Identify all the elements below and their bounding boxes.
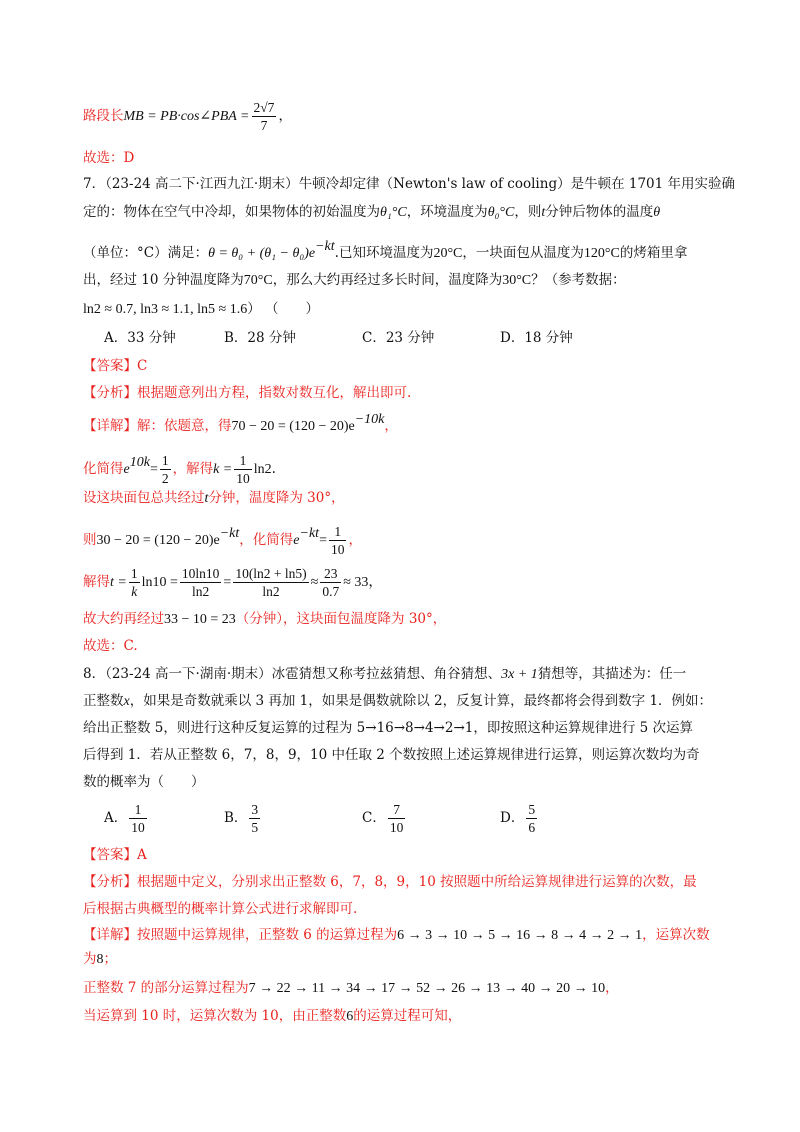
q7-text: 定的：物体在空气中冷却，如果物体的初始温度为 — [83, 204, 380, 220]
path-length-formula: MB = PB·cos∠PBA = — [123, 109, 250, 124]
q8-stem-line-5: 数的概率为（ ） — [83, 774, 205, 790]
q7-blank: ） （ ） — [247, 301, 320, 317]
set-text: 分钟，温度降为 30°， — [208, 490, 345, 506]
fraction-numerator: 7 — [388, 801, 406, 819]
newton-formula-exponent: −kt — [315, 239, 335, 254]
newton-formula: θ = θ₀ + (θ₁ − θ₀)e — [208, 246, 316, 261]
q7-text: ，环境温度为 — [406, 204, 488, 220]
q8-stem-line-2 — [83, 690, 740, 713]
fraction-one-half — [160, 452, 171, 487]
q7-simplify — [83, 443, 740, 490]
q8-detail-2 — [83, 948, 740, 971]
fraction-one-tenth — [234, 452, 252, 487]
analysis-text: 根据题意列出方程，指数对数互化，解出即可. — [137, 385, 412, 401]
simplify-math: ln2 — [253, 462, 272, 477]
detail-text: 按照题中运算规律，正整数 6 的运算过程为 — [137, 927, 398, 943]
q7-math: 30°C — [502, 273, 532, 288]
fraction-denominator: 2 — [161, 471, 169, 486]
q7-choose: 故选：C. — [83, 638, 138, 654]
then-math: e — [293, 533, 300, 548]
q8-option-b[interactable] — [224, 798, 262, 838]
ten-text: 的运算过程可知， — [353, 1008, 462, 1024]
q7-math: 120°C — [583, 246, 620, 261]
q7-math: θ₁°C — [380, 205, 407, 220]
q7-text: ，那么大约再经过多长时间，温度降为 — [272, 272, 503, 288]
solution-math: t = — [110, 575, 127, 590]
solution-math: = — [223, 575, 232, 590]
fraction-denominator: 5 — [251, 820, 259, 835]
path-length-text: 路段长 — [83, 108, 124, 124]
q8-analysis-1 — [83, 871, 740, 893]
set-text: 设这块面包总共经过 — [83, 490, 205, 506]
fraction-numerator: 1 — [329, 523, 347, 541]
simplify-math: e — [123, 462, 130, 477]
simplify-math: k = — [213, 462, 233, 477]
q7-text: 出，经过 10 分钟温度降为 — [83, 272, 244, 288]
fraction-denominator: 7 — [260, 118, 268, 133]
seven-text: ， — [605, 980, 619, 996]
then-tail: ， — [348, 532, 362, 548]
solution-text: 解得 — [83, 574, 110, 590]
analysis-text: 根据题中定义，分别求出正整数 6，7，8，9，10 按照题中所给运算规律进行运算的次数，最 — [137, 874, 697, 890]
fraction-23-over-0.7 — [320, 565, 341, 600]
q7-stem-line-2 — [83, 201, 740, 224]
fraction-numerator: 2√7 — [253, 100, 275, 115]
detail-text: 为 — [83, 951, 97, 967]
choose-d: 故选：D — [83, 150, 135, 166]
q8-text: 8．（23-24 高一下·湖南·期末）冰雹猜想又称考拉兹猜想、角谷猜想、 — [83, 666, 502, 682]
q7-math: θ — [653, 205, 661, 220]
q8-text: ，如果是奇数就乘以 3 再加 1，如果是偶数就除以 2，反复计算，最终都将会得到数字 1．例如： — [129, 693, 713, 709]
q8-option-c[interactable] — [362, 798, 407, 838]
q8-stem-line-1 — [83, 663, 740, 686]
q7-math: 70°C — [243, 273, 273, 288]
fraction-numerator: 1 — [129, 801, 147, 819]
more-formula: 33 − 10 = 23 — [164, 612, 236, 627]
fraction-ln-sum — [233, 565, 308, 600]
q8-text: 正整数 — [83, 693, 124, 709]
q7-option-b[interactable]: B．28 分钟 — [224, 330, 296, 346]
then-exponent: −kt — [219, 526, 240, 541]
q8-math: 3x + 1 — [501, 667, 538, 682]
q8-detail-1 — [83, 924, 740, 947]
q7-solution-line — [83, 562, 740, 603]
q7-detail — [83, 409, 740, 438]
fraction-one-over-k — [129, 565, 140, 600]
set-math: t — [204, 491, 209, 506]
option-label: A． — [104, 810, 128, 826]
fraction-numerator: 3 — [251, 802, 259, 817]
option-label: B． — [224, 810, 248, 826]
q7-option-d[interactable]: D．18 分钟 — [500, 330, 573, 346]
q7-math: t — [541, 205, 546, 220]
detail-formula: 70 − 20 = (120 − 20)e — [231, 419, 355, 434]
q8-stem-line-4: 后得到 1．若从正整数 6，7，8，9，10 中任取 2 个数按照上述运算规律进行运算，则运算次数均为奇 — [83, 747, 700, 763]
q7-text: ，则 — [514, 204, 542, 220]
q8-text: 猜想等，其描述为：任一 — [537, 666, 687, 682]
q7-math: 20°C — [433, 246, 463, 261]
reference-data: ln2 ≈ 0.7, ln3 ≈ 1.1, ln5 ≈ 1.6 — [83, 302, 248, 317]
fraction-numerator: 10ln10 — [181, 566, 220, 581]
fraction-numerator: 1 — [130, 566, 138, 581]
option-label: D． — [500, 810, 525, 826]
solution-math: ≈ — [310, 575, 319, 590]
fraction-denominator: 10 — [131, 820, 145, 835]
analysis-tag: 【分析】 — [83, 874, 137, 890]
q7-stem-line-1: 7．（23-24 高二下·江西九江·期末）牛顿冷却定律（Newton's law of cooling）是牛顿在 1701 年用实验确 — [83, 176, 736, 192]
path-length-line — [83, 96, 740, 137]
detail-tag: 【详解】 — [83, 418, 137, 434]
q7-text: ，一块面包从温度为 — [462, 245, 584, 261]
q7-more-line — [83, 608, 740, 631]
fraction-numerator: 23 — [320, 565, 341, 583]
detail-text: ，运算次数 — [642, 927, 710, 943]
q7-stem-line-4 — [83, 269, 740, 292]
ten-text: 当运算到 10 时，运算次数为 10，由正整数 — [83, 1008, 347, 1024]
q7-answer: 【答案】C — [83, 358, 148, 374]
ten-math: 6 — [346, 1009, 354, 1024]
then-formula: 30 − 20 = (120 − 20)e — [96, 533, 220, 548]
detail-text: 解：依题意，得 — [137, 418, 232, 434]
detail-formula-exponent: −10k — [354, 412, 385, 427]
seven-sequence: 7 → 22 → 11 → 34 → 17 → 52 → 26 → 13 → 40 → 20 → 10 — [248, 981, 606, 996]
simplify-math: = — [149, 462, 158, 477]
option-fraction — [129, 801, 147, 836]
q8-math: x — [123, 694, 130, 709]
more-text: （分钟），这块面包温度降为 30°， — [235, 611, 447, 627]
q7-stem-line-5 — [83, 298, 740, 321]
q8-ten-line — [83, 1005, 740, 1028]
path-length-tail: ， — [278, 108, 292, 124]
q7-analysis — [83, 382, 740, 404]
option-fraction — [388, 801, 406, 836]
q7-text: 分钟后物体的温度 — [545, 204, 654, 220]
fraction-denominator: ln2 — [192, 584, 210, 599]
then-math: = — [319, 533, 327, 548]
fraction-numerator: 1 — [161, 453, 169, 468]
q8-answer: 【答案】A — [83, 847, 147, 863]
q7-text: （单位：°C）满足： — [83, 245, 209, 261]
q7-set-line — [83, 487, 740, 510]
more-text: 故大约再经过 — [83, 611, 164, 627]
detail-sequence: 6 → 3 → 10 → 5 → 16 → 8 → 4 → 2 → 1 — [397, 928, 643, 943]
detail-tag: 【详解】 — [83, 927, 137, 943]
fraction-numerator: 5 — [528, 802, 536, 817]
q8-analysis-2: 后根据古典概型的概率计算公式进行求解即可. — [83, 901, 358, 917]
q7-option-a[interactable]: A．33 分钟 — [104, 330, 176, 346]
then-exponent: −kt — [299, 526, 320, 541]
fraction-denominator: ln2 — [262, 584, 280, 599]
fraction-denominator: 10 — [236, 471, 250, 486]
q8-stem-line-3: 给出正整数 5，则进行这种反复运算的过程为 5→16→8→4→2→1，即按照这种运算规律进行 5 次运算 — [83, 720, 694, 736]
q8-option-d[interactable] — [500, 798, 539, 838]
q7-text: ？（参考数据： — [531, 272, 626, 288]
then-text: ，化简得 — [239, 532, 294, 548]
analysis-tag: 【分析】 — [83, 385, 137, 401]
fraction-denominator: 10 — [330, 542, 345, 557]
fraction-denominator: 10 — [389, 820, 404, 835]
q7-text: 的烤箱里拿 — [619, 245, 688, 261]
q7-text: .已知环境温度为 — [334, 245, 434, 261]
solution-end: ≈ 33， — [343, 575, 383, 590]
detail-text: ； — [103, 951, 117, 967]
fraction-numerator: 1 — [234, 452, 252, 470]
option-fraction — [526, 801, 537, 836]
path-length-fraction — [252, 99, 277, 134]
detail-math: 8 — [96, 952, 104, 967]
simplify-text: ，解得 — [172, 461, 214, 477]
q7-stem-line-3 — [83, 236, 740, 265]
simplify-exponent: 10k — [129, 455, 150, 470]
fraction-one-tenth — [329, 523, 347, 558]
q8-option-a[interactable] — [104, 798, 149, 838]
seven-text: 正整数 7 的部分运算过程为 — [83, 980, 249, 996]
q7-math: θ₀°C — [487, 205, 515, 220]
simplify-text: 化简得 — [83, 461, 124, 477]
fraction-10ln10 — [180, 565, 222, 600]
fraction-denominator: 0.7 — [322, 584, 340, 599]
q7-then-line — [83, 514, 740, 561]
option-label: C． — [362, 810, 386, 826]
fraction-denominator: k — [131, 584, 138, 599]
detail-tail: ， — [384, 418, 398, 434]
q7-option-c[interactable]: C．23 分钟 — [362, 330, 435, 346]
fraction-numerator: 10(ln2 + ln5) — [235, 566, 307, 581]
then-text: 则 — [83, 532, 97, 548]
q8-seven-line — [83, 977, 740, 1000]
simplify-end: . — [271, 461, 276, 477]
option-fraction — [249, 801, 260, 836]
fraction-denominator: 6 — [528, 820, 536, 835]
solution-math: ln10 = — [141, 575, 178, 590]
